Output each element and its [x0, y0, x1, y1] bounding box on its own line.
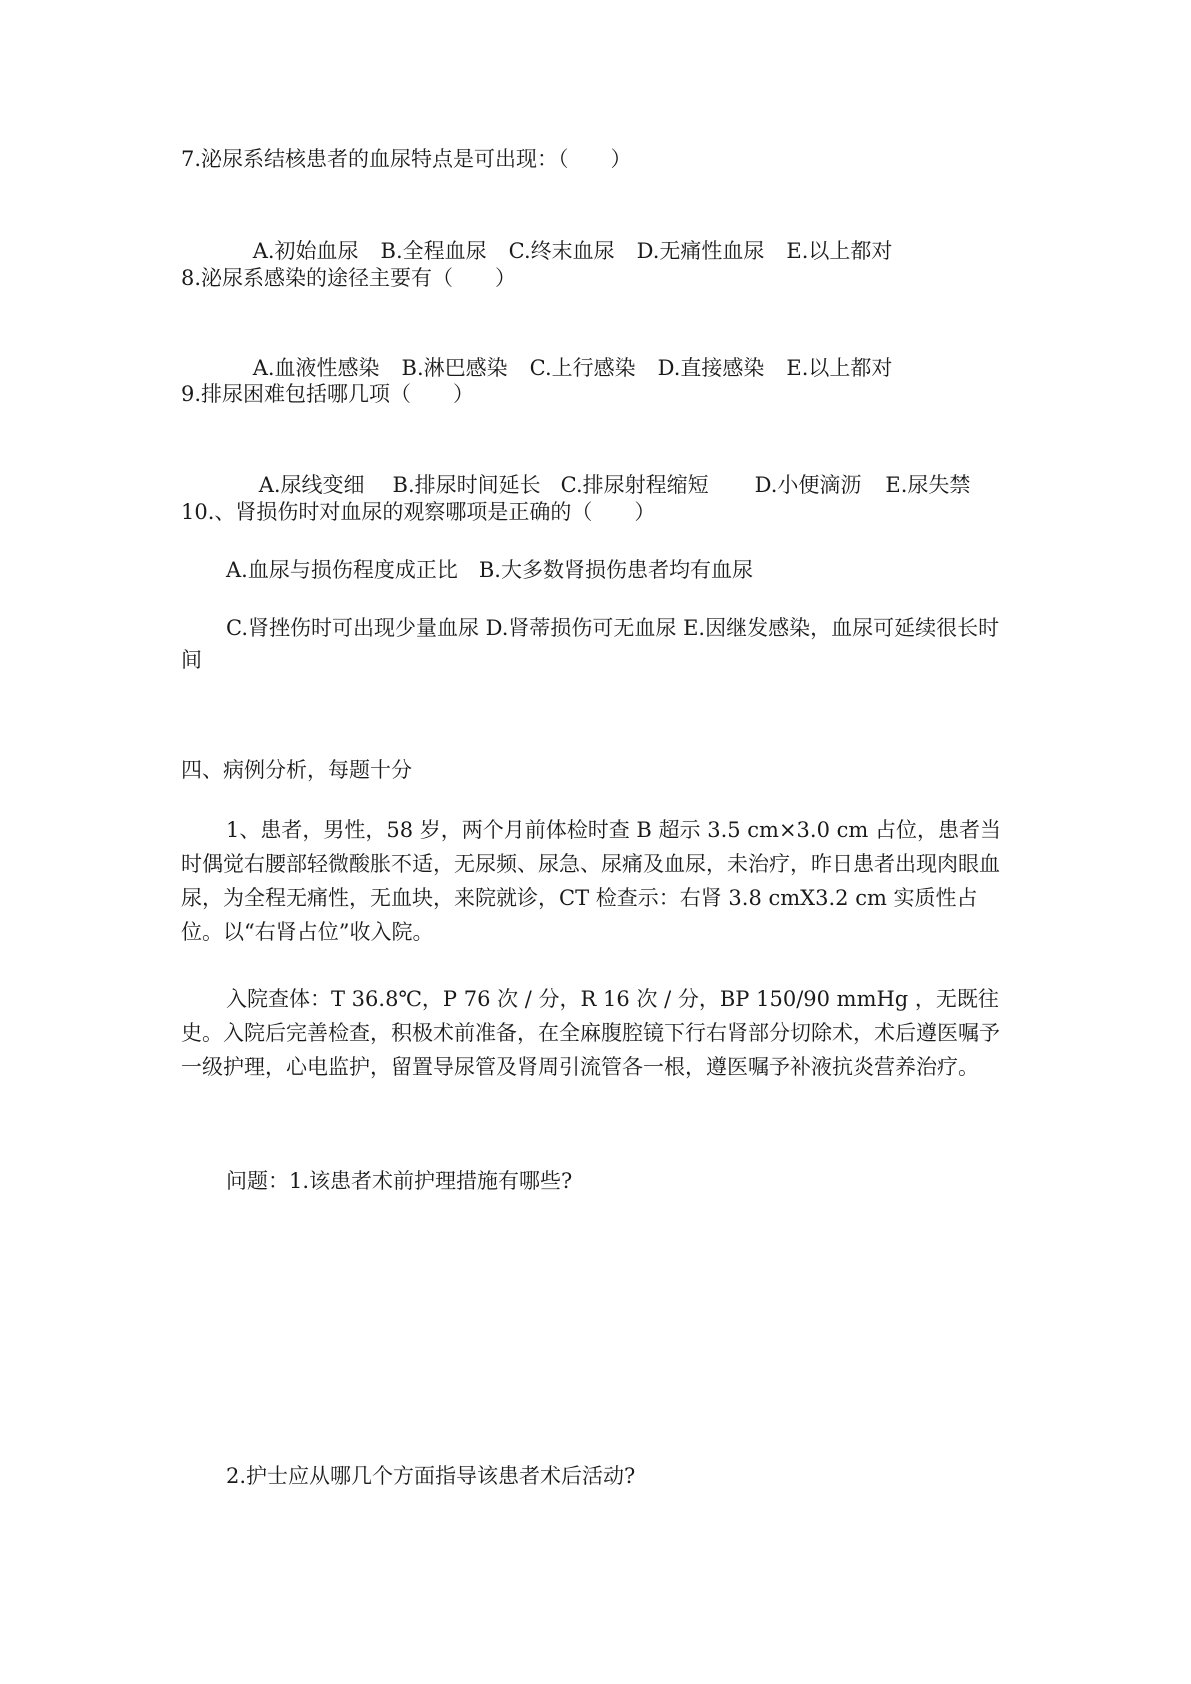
option-d: D.直接感染	[657, 356, 765, 380]
option-a: A.初始血尿	[252, 239, 359, 263]
option-a: A.血液性感染	[252, 356, 380, 380]
option-c: C.上行感染	[529, 356, 636, 380]
option-b: B.淋巴感染	[401, 356, 508, 380]
case-paragraph-1: 1、患者，男性，58 岁，两个月前体检时查 B 超示 3.5 cm×3.0 cm 占位，患者当时偶觉右腰部轻微酸胀不适，无尿频、尿急、尿痛及血尿，未治疗，昨日患者出现肉眼血尿，为全程无痛性，无血块，来院就诊，CT 检查示：右肾 3.8 cmX3.2 cm 实质性占位。以“右肾占位”收入院。	[181, 818, 1001, 944]
question-10-options-line-1: A.血尿与损伤程度成正比 B.大多数肾损伤患者均有血尿	[226, 558, 753, 582]
case-question-2: 2.护士应从哪几个方面指导该患者术后活动?	[226, 1464, 636, 1488]
option-b: B.排尿时间延长	[392, 473, 541, 497]
option-e: E.尿失禁	[885, 473, 971, 497]
option-e: E.以上都对	[786, 356, 893, 380]
question-7-stem: 7.泌尿系结核患者的血尿特点是可出现：（ ）	[181, 147, 632, 171]
case-paragraph-2: 入院查体：T 36.8℃，P 76 次 / 分，R 16 次 / 分，BP 150/90 mmHg ，无既往史。入院后完善检查，积极术前准备，在全麻腹腔镜下行右肾部分切除术，术后遵医嘱予一级护理，心电监护，留置导尿管及肾周引流管各一根，遵医嘱予补液抗炎营养治疗。	[181, 987, 1000, 1079]
question-8-stem: 8.泌尿系感染的途径主要有（ ）	[181, 266, 517, 290]
option-a: A.尿线变细	[258, 473, 365, 497]
option-c: C.排尿射程缩短	[560, 473, 709, 497]
section-title: 四、病例分析，每题十分	[181, 758, 412, 782]
option-e: E.以上都对	[786, 239, 893, 263]
option-c: C.终末血尿	[508, 239, 615, 263]
option-d: D.无痛性血尿	[636, 239, 765, 263]
case-question-1: 问题：1.该患者术前护理措施有哪些?	[226, 1169, 573, 1193]
question-10-stem: 10.、肾损伤时对血尿的观察哪项是正确的（ ）	[181, 500, 656, 524]
question-10-options-line-2: C.肾挫伤时可出现少量血尿 D.肾蒂损伤可无血尿 E.因继发感染，血尿可延续很长时间	[181, 616, 1000, 672]
question-9-stem: 9.排尿困难包括哪几项（ ）	[181, 382, 475, 406]
option-d: D.小便滴沥	[754, 473, 862, 497]
option-b: B.全程血尿	[380, 239, 487, 263]
